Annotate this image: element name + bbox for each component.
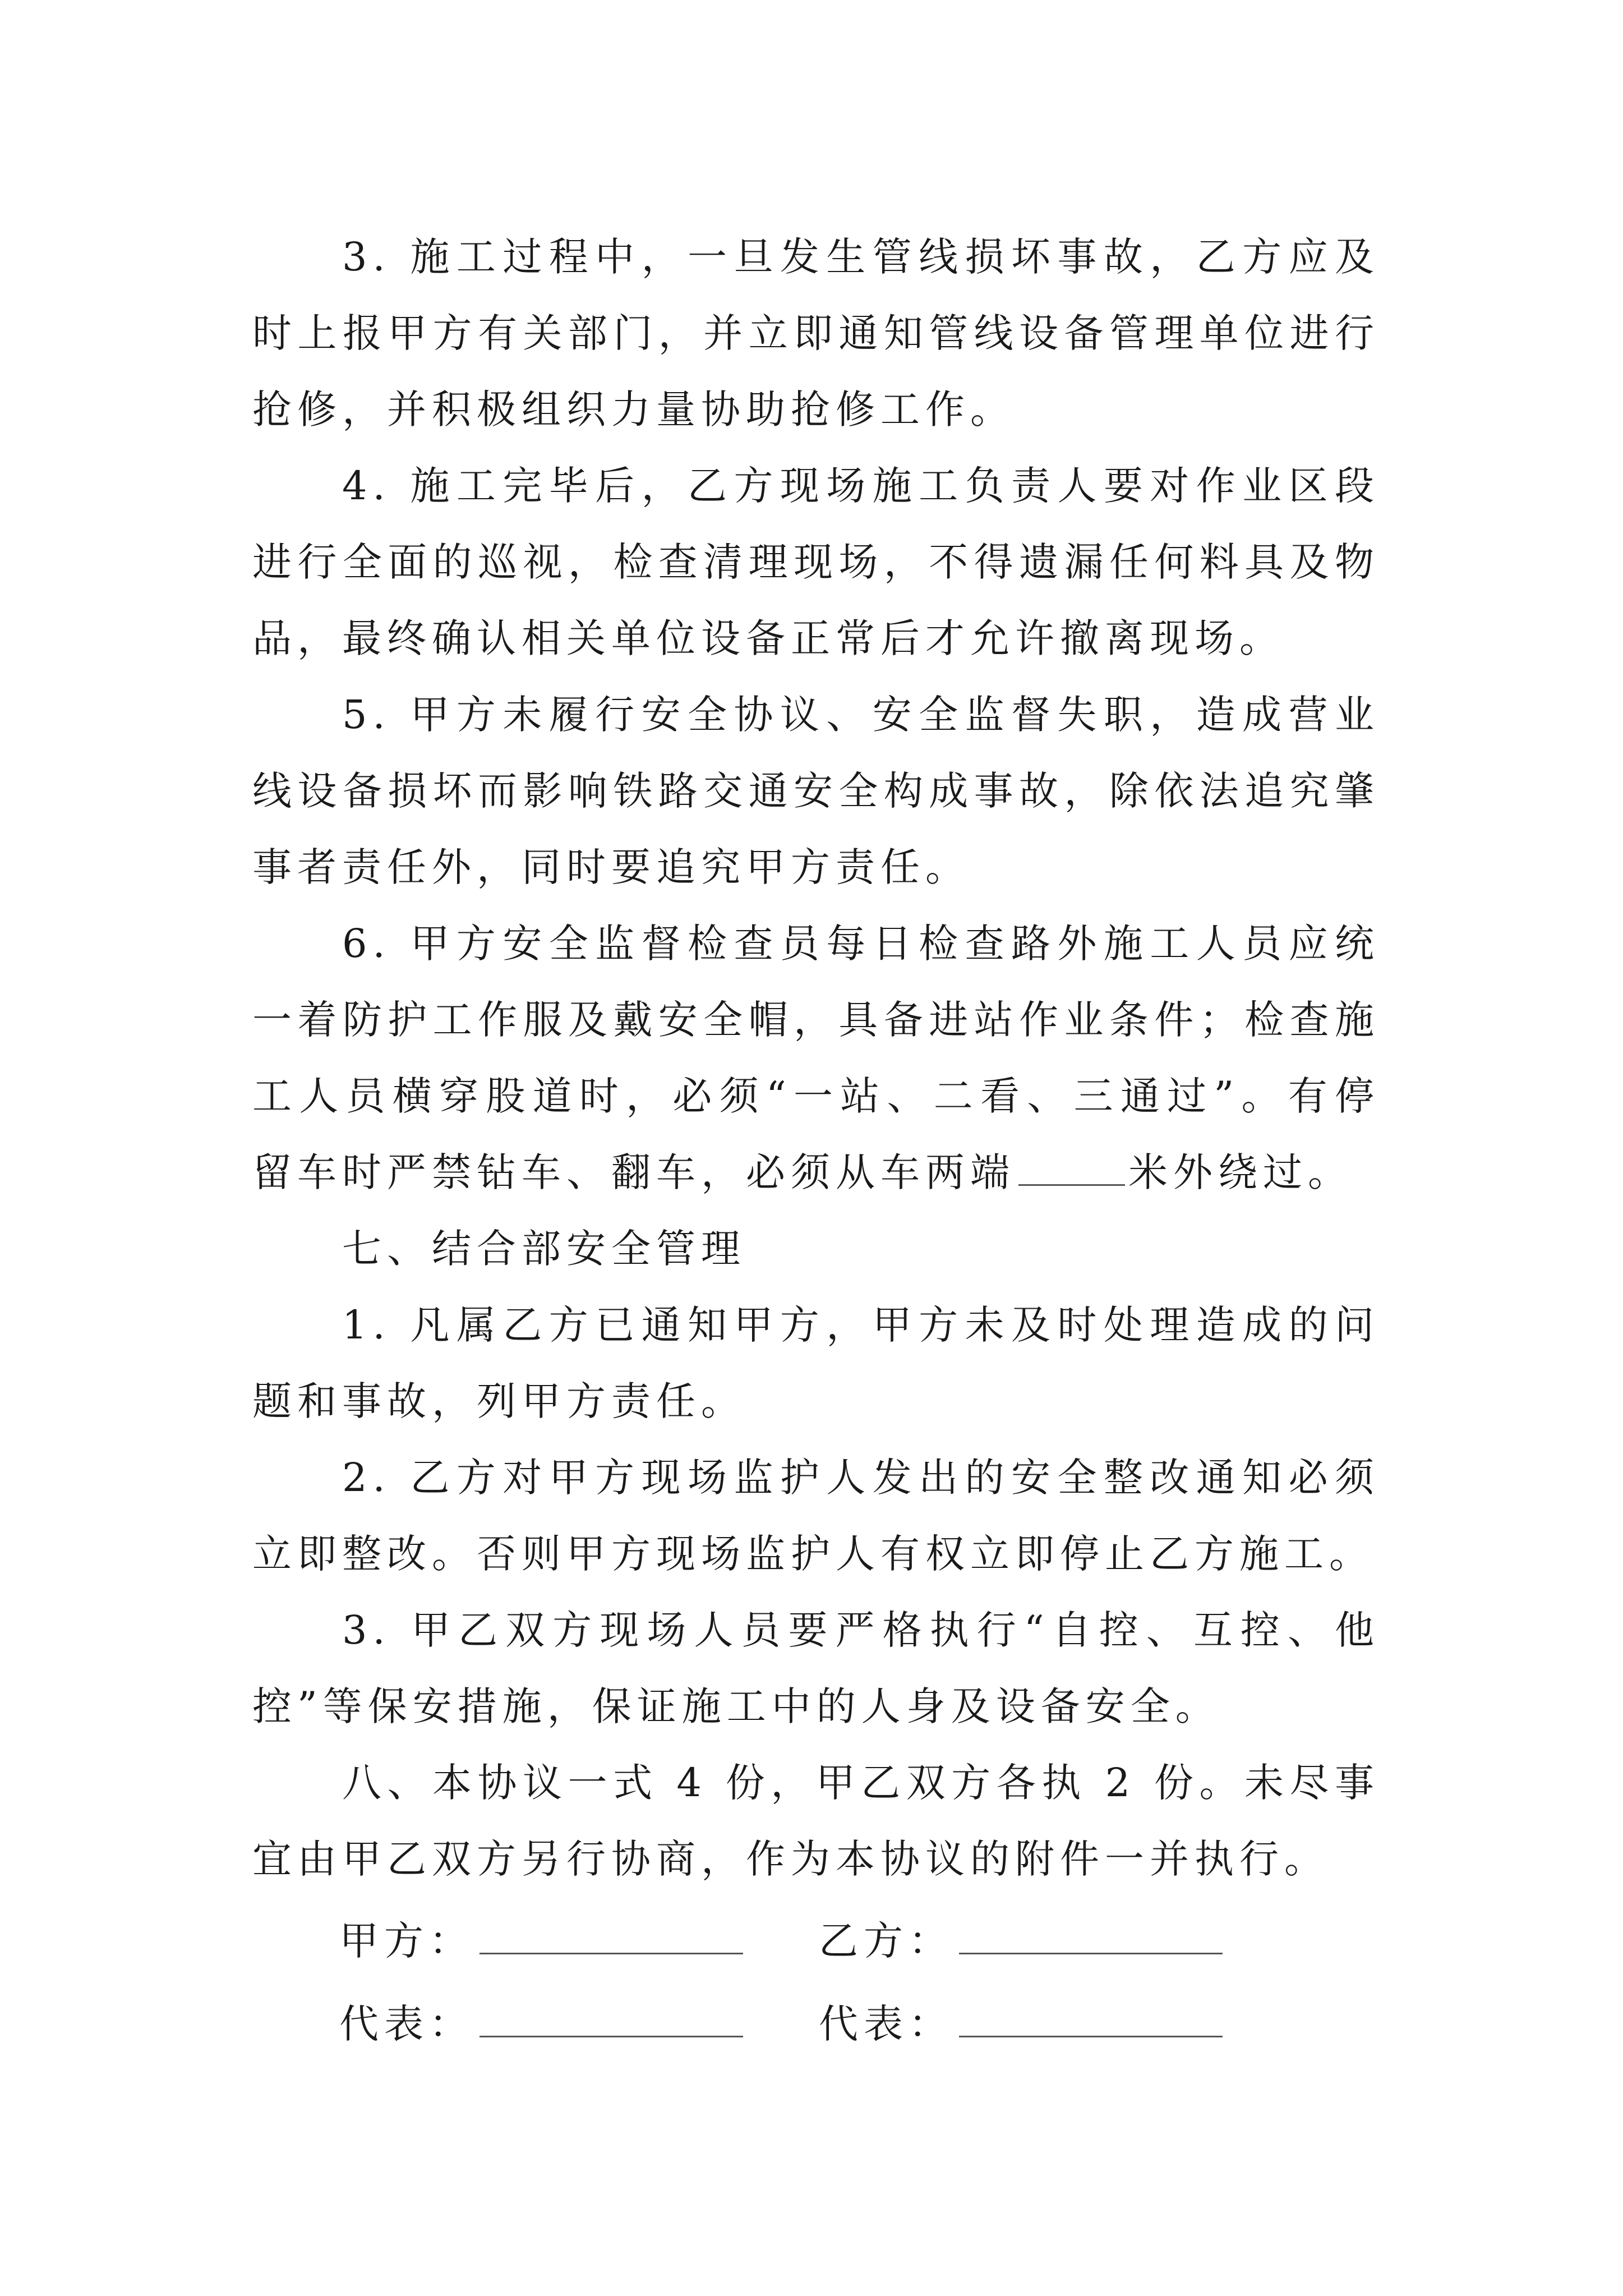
party-a-label: 甲方： [339, 1918, 474, 1964]
section-7-heading: 七、结合部安全管理 [342, 1226, 746, 1272]
clause-3-paragraph: 3. 施工过程中，一旦发生管线损坏事故，乙方应及时上报甲方有关部门，并立即通知管线设备管理单位进行抢修，并积极组织力量协助抢修工作。 [252, 234, 1380, 432]
party-a-signature-line [479, 1921, 743, 1954]
clause-6-tail: 米外绕过。 [1128, 1149, 1353, 1195]
rep-a-signature [339, 1985, 819, 2063]
rep-b-label: 代表： [819, 2001, 953, 2047]
signature-row-representatives [252, 1985, 1380, 2063]
section-8-paragraph: 八、本协议一式 4 份，甲乙双方各执 2 份。未尽事宜由甲乙双方另行协商，作为本协议的附件一并执行。 [252, 1760, 1380, 1882]
rep-b-signature-line [959, 2004, 1223, 2037]
clause-6-text: 6. 甲方安全监督检查员每日检查路外施工人员应统一着防护工作服及戴安全帽，具备进站作业条件；检查施工人员横穿股道时，必须“一站、二看、三通过”。有停留车时严禁钻车、翻车，必须从车两端 [252, 921, 1380, 1195]
party-a-signature [339, 1902, 819, 1980]
section-7-item-2: 2. 乙方对甲方现场监护人发出的安全整改通知必须立即整改。否则甲方现场监护人有权立即停止乙方施工。 [252, 1455, 1380, 1577]
section-7-item-3: 3. 甲乙双方现场人员要严格执行“自控、互控、他控”等保安措施，保证施工中的人身及设备安全。 [252, 1607, 1380, 1729]
party-b-signature [819, 1902, 1298, 1980]
clause-5-paragraph: 5. 甲方未履行安全协议、安全监督失职，造成营业线设备损坏而影响铁路交通安全构成事故，除依法追究肇事者责任外，同时要追究甲方责任。 [252, 692, 1380, 890]
rep-b-signature [819, 1985, 1298, 2063]
clause-4-paragraph: 4. 施工完毕后，乙方现场施工负责人要对作业区段进行全面的巡视，检查清理现场，不得遗漏任何料具及物品，最终确认相关单位设备正常后才允许撤离现场。 [252, 463, 1380, 661]
party-b-signature-line [959, 1921, 1223, 1954]
party-b-label: 乙方： [819, 1918, 953, 1964]
rep-a-label: 代表： [339, 2001, 474, 2047]
signature-row-parties [252, 1902, 1380, 1980]
section-7-item-1: 1. 凡属乙方已通知甲方，甲方未及时处理造成的问题和事故，列甲方责任。 [252, 1302, 1380, 1424]
distance-blank [1018, 1153, 1125, 1186]
clause-6-paragraph [252, 905, 1380, 1211]
document-body [252, 219, 1380, 2063]
rep-a-signature-line [479, 2004, 743, 2037]
